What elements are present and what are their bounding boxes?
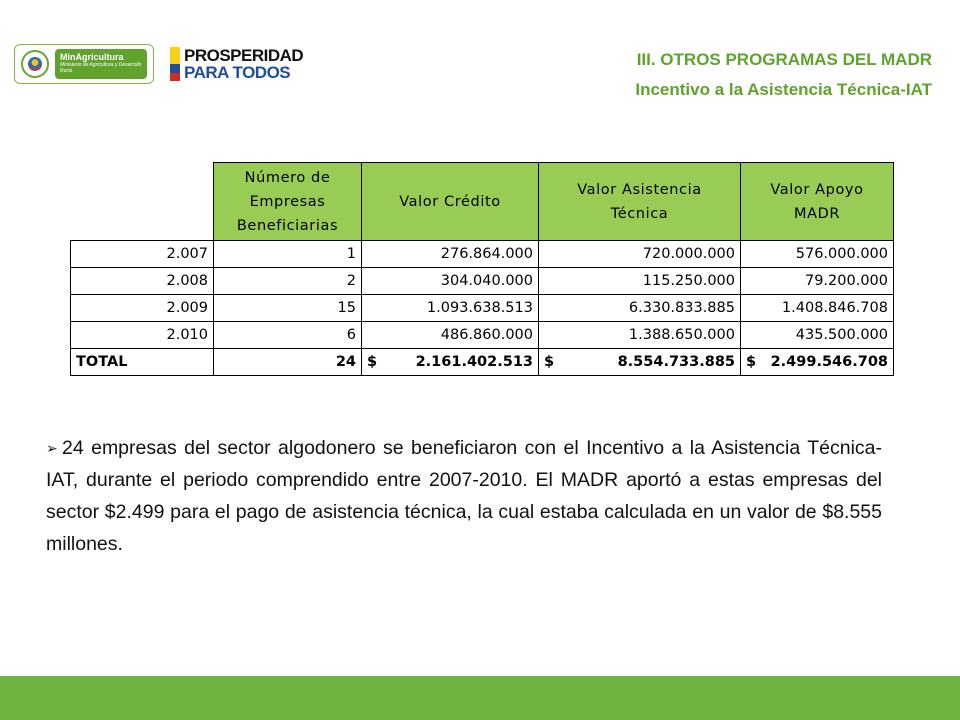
empresas-cell: 15 xyxy=(214,295,362,322)
colombia-seal-icon xyxy=(21,50,49,78)
logo-sub-text: Ministerio de Agricultura y Desarrollo Rural xyxy=(60,62,142,74)
year-cell: 2.009 xyxy=(71,295,214,322)
year-cell: 2.008 xyxy=(71,268,214,295)
section-title: III. OTROS PROGRAMAS DEL MADR xyxy=(636,50,932,69)
total-asistencia-value: 8.554.733.885 xyxy=(617,354,735,370)
total-asistencia xyxy=(539,349,741,376)
year-cell: 2.010 xyxy=(71,322,214,349)
total-credito-value: 2.161.402.513 xyxy=(415,354,533,370)
empresas-cell: 6 xyxy=(214,322,362,349)
logo-brand-text: MinAgricultura xyxy=(60,52,124,62)
currency-symbol: $ xyxy=(544,354,555,370)
footer-bar xyxy=(0,676,960,720)
credito-cell: 1.093.638.513 xyxy=(362,295,539,322)
apoyo-cell: 576.000.000 xyxy=(741,241,894,268)
table-row xyxy=(71,241,894,268)
table-row xyxy=(71,322,894,349)
header-asistencia: Valor Asistencia Técnica xyxy=(539,163,741,241)
total-apoyo xyxy=(741,349,894,376)
asistencia-cell: 720.000.000 xyxy=(539,241,741,268)
prosperidad-logo xyxy=(170,47,303,81)
iat-table xyxy=(70,162,894,376)
apoyo-cell: 1.408.846.708 xyxy=(741,295,894,322)
summary-paragraph xyxy=(46,432,882,560)
total-credito xyxy=(362,349,539,376)
prosperidad-line2: PARA TODOS xyxy=(184,63,291,82)
apoyo-cell: 79.200.000 xyxy=(741,268,894,295)
asistencia-cell: 115.250.000 xyxy=(539,268,741,295)
table-row xyxy=(71,295,894,322)
currency-symbol: $ xyxy=(746,354,757,370)
table-corner-cell xyxy=(71,163,214,241)
header-credito: Valor Crédito xyxy=(362,163,539,241)
minagricultura-badge xyxy=(55,49,147,79)
table-header-row xyxy=(71,163,894,241)
header-apoyo: Valor Apoyo MADR xyxy=(741,163,894,241)
credito-cell: 276.864.000 xyxy=(362,241,539,268)
asistencia-cell: 1.388.650.000 xyxy=(539,322,741,349)
table-total-row xyxy=(71,349,894,376)
asistencia-cell: 6.330.833.885 xyxy=(539,295,741,322)
total-apoyo-value: 2.499.546.708 xyxy=(770,354,888,370)
total-empresas: 24 xyxy=(214,349,362,376)
prosperidad-line1: PROSPERIDAD xyxy=(184,46,304,65)
empresas-cell: 2 xyxy=(214,268,362,295)
header-empresas: Número de Empresas Beneficiarias xyxy=(214,163,362,241)
table-row xyxy=(71,268,894,295)
empresas-cell: 1 xyxy=(214,241,362,268)
credito-cell: 304.040.000 xyxy=(362,268,539,295)
arrow-bullet-icon: ➢ xyxy=(46,440,58,456)
minagricultura-logo xyxy=(14,44,154,84)
credito-cell: 486.860.000 xyxy=(362,322,539,349)
summary-text: 24 empresas del sector algodonero se beneficiaron con el Incentivo a la Asistencia Técnica-IAT, durante el periodo comprendido entre 2007-2010. El MADR aportó a estas empresas del sector $2.499 para el pago de asistencia técnica, la cual estaba calculada en un valor de $8.555 millones. xyxy=(46,437,882,555)
total-label: TOTAL xyxy=(71,349,214,376)
colombia-flag-icon xyxy=(170,47,180,81)
section-subtitle: Incentivo a la Asistencia Técnica-IAT xyxy=(635,80,932,99)
apoyo-cell: 435.500.000 xyxy=(741,322,894,349)
year-cell: 2.007 xyxy=(71,241,214,268)
currency-symbol: $ xyxy=(367,354,378,370)
